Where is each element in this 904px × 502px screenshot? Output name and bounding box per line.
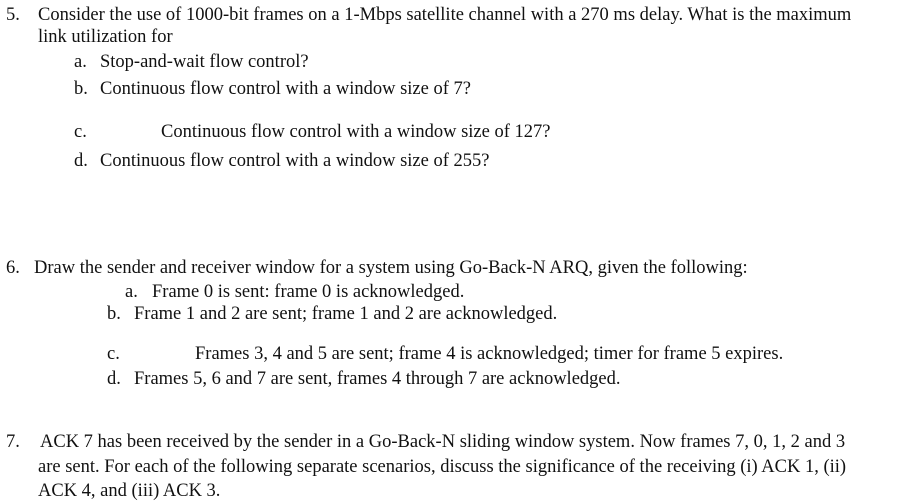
question-5-part-b-marker: b. — [74, 79, 88, 99]
question-6-part-d-text: Frames 5, 6 and 7 are sent, frames 4 through 7 are acknowledged. — [134, 369, 621, 389]
question-7-number: 7. — [6, 432, 20, 452]
question-5-text-line-1: Consider the use of 1000-bit frames on a 1-Mbps satellite channel with a 270 ms delay. What is the maximum — [38, 5, 852, 25]
question-5-number: 5. — [6, 5, 20, 25]
question-5-part-a-marker: a. — [74, 52, 87, 72]
question-5-part-c-marker: c. — [74, 122, 87, 142]
question-6-part-d-marker: d. — [107, 369, 121, 389]
question-5-part-d-text: Continuous flow control with a window size of 255? — [100, 151, 490, 171]
question-7-text-line-1: ACK 7 has been received by the sender in a Go-Back-N sliding window system. Now frames 7, 0, 1, 2 and 3 — [40, 432, 846, 452]
question-6-part-c-text: Frames 3, 4 and 5 are sent; frame 4 is acknowledged; timer for frame 5 expires. — [195, 344, 784, 364]
question-6-part-b-text: Frame 1 and 2 are sent; frame 1 and 2 are acknowledged. — [134, 304, 558, 324]
question-7-text-line-3: ACK 4, and (iii) ACK 3. — [38, 481, 221, 501]
question-5-part-b-text: Continuous flow control with a window size of 7? — [100, 79, 471, 99]
question-6-number: 6. — [6, 258, 20, 278]
question-5-text-line-2: link utilization for — [38, 27, 173, 47]
question-6-part-a-text: Frame 0 is sent: frame 0 is acknowledged. — [152, 282, 465, 302]
question-5-part-d-marker: d. — [74, 151, 88, 171]
question-7-text-line-2: are sent. For each of the following separate scenarios, discuss the significance of the receiving (i) ACK 1, (ii) — [38, 457, 847, 477]
question-6-text-line-1: Draw the sender and receiver window for a system using Go-Back-N ARQ, given the following: — [34, 258, 748, 278]
question-5-part-c-text: Continuous flow control with a window size of 127? — [161, 122, 551, 142]
question-6-part-a-marker: a. — [125, 282, 138, 302]
question-5-part-a-text: Stop-and-wait flow control? — [100, 52, 309, 72]
question-6-part-b-marker: b. — [107, 304, 121, 324]
question-6-part-c-marker: c. — [107, 344, 120, 364]
